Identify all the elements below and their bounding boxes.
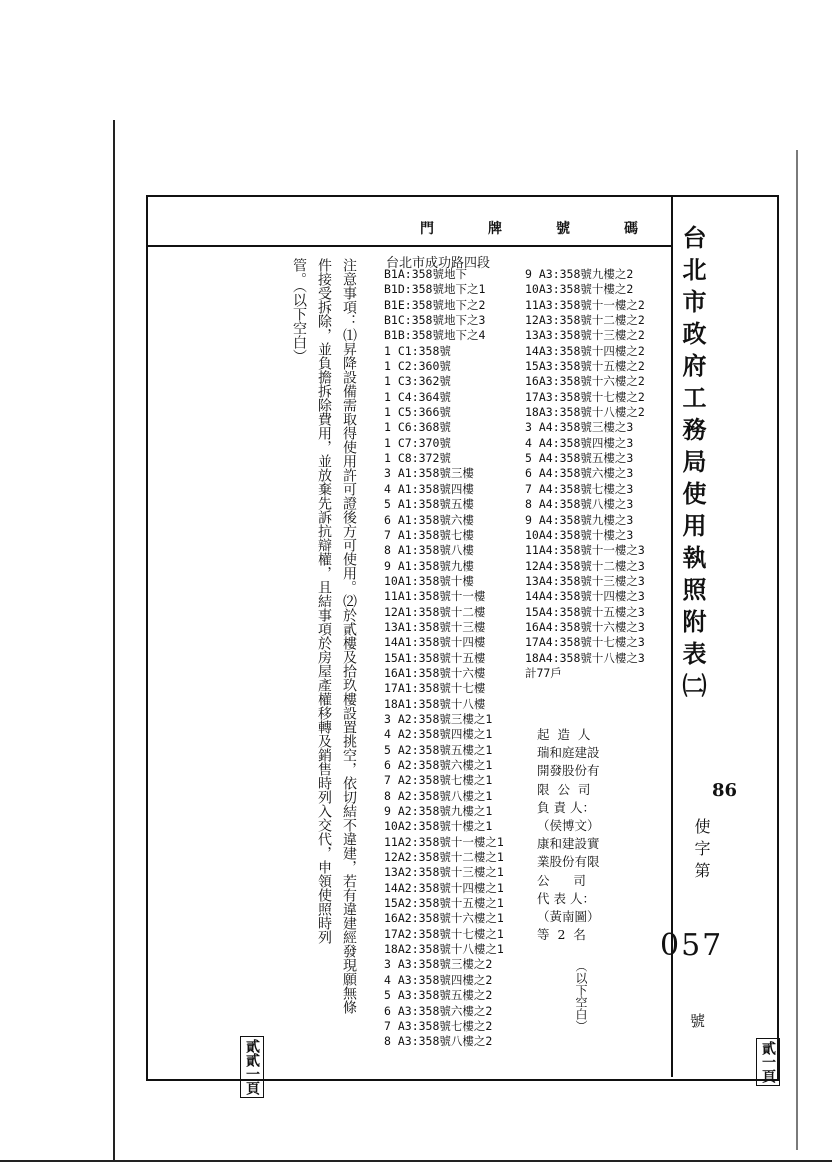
permit-year: 86 (712, 780, 738, 801)
address-row: 12A2:358號十二樓之1 (384, 850, 504, 865)
address-row: 4 A4:358號四樓之3 (525, 435, 634, 450)
address-row: 17A2:358號十七樓之1 (384, 926, 504, 941)
applicant-block (537, 726, 600, 944)
applicant-line: 起 造 人 (537, 727, 591, 742)
applicant-line: 康和建設實 (537, 836, 600, 852)
address-row: 14A2:358號十四樓之1 (384, 880, 504, 895)
address-row: 計77戶 (525, 665, 562, 680)
address-row: 6 A3:358號六樓之2 (384, 1003, 493, 1018)
address-row: 16A1:358號十六樓 (384, 665, 486, 680)
address-row: 18A3:358號十八樓之2 (525, 405, 645, 420)
applicant-line: 業股份有限 (537, 854, 600, 870)
address-row: 17A3:358號十七樓之2 (525, 389, 645, 404)
address-row: 7 A4:358號七樓之3 (525, 481, 634, 496)
address-row: 3 A1:358號三樓 (384, 466, 474, 481)
address-row: 10A3:358號十樓之2 (525, 282, 634, 297)
permit-hao: 號 (690, 1012, 706, 1030)
address-row: B1A:358號地下 (384, 267, 467, 281)
address-row: 7 A2:358號七樓之1 (384, 773, 493, 788)
applicant-line: 負 責 人： (537, 799, 595, 815)
permit-use-char: 使字第 (692, 818, 711, 884)
address-row: 6 A4:358號六樓之3 (525, 466, 634, 481)
address-row: 1 C6:368號 (384, 420, 451, 435)
address-row: 13A3:358號十三樓之2 (525, 328, 645, 343)
address-row: 8 A4:358號八樓之3 (525, 497, 634, 512)
address-row: 17A4:358號十七樓之3 (525, 635, 645, 650)
address-row: 6 A2:358號六樓之1 (384, 758, 493, 772)
address-row: 1 C7:370號 (384, 435, 451, 450)
address-row: 18A1:358號十八樓 (384, 696, 486, 711)
address-row: B1B:358號地下之4 (384, 328, 486, 343)
address-row: 1 C3:362號 (384, 374, 451, 389)
header-label: 號 (556, 221, 572, 237)
address-row: 15A1:358號十五樓 (384, 650, 486, 665)
address-row: 8 A1:358號八樓 (384, 543, 474, 558)
address-row: 1 C5:366號 (384, 405, 451, 420)
address-row: 5 A4:358號五樓之3 (525, 451, 634, 466)
address-row: 3 A4:358號三樓之3 (525, 420, 634, 435)
address-row: 15A2:358號十五樓之1 (384, 896, 504, 911)
scan-line (796, 150, 798, 1150)
column-header (420, 218, 640, 238)
address-row: 15A3:358號十五樓之2 (525, 359, 645, 374)
address-row: 12A1:358號十二樓 (384, 604, 486, 619)
applicant-line: 限 公 司 (537, 781, 591, 797)
address-row: 15A4:358號十五樓之3 (525, 604, 645, 619)
address-row: 4 A3:358號四樓之2 (384, 972, 493, 987)
address-row: 12A3:358號十二樓之2 (525, 313, 645, 328)
address-row: 1 C8:372號 (384, 451, 451, 466)
address-row: 9 A2:358號九樓之1 (384, 804, 493, 819)
header-label: 牌 (488, 221, 504, 237)
header-divider (148, 245, 673, 247)
address-row: 17A1:358號十七樓 (384, 681, 486, 696)
address-row: 16A4:358號十六樓之3 (525, 619, 645, 634)
address-row: 8 A3:358號八樓之2 (384, 1034, 493, 1049)
applicant-line: 等 2 名 (537, 927, 586, 943)
notes-line: 件接受拆除，並負擔拆除費用，並放棄先訴抗辯權，且結事項於房屋產權移轉及銷售時列入交代，申領使照時列 (316, 258, 332, 944)
address-row: 16A3:358號十六樓之2 (525, 374, 645, 389)
page-stamp-left: 貳貳一頁 (240, 1036, 264, 1098)
address-row: 9 A1:358號九樓 (384, 558, 474, 573)
address-row: 10A4:358號十樓之3 (525, 527, 634, 542)
address-column-2 (525, 267, 645, 681)
address-row: 4 A2:358號四樓之1 (384, 727, 493, 742)
header-label: 門 (420, 221, 436, 237)
address-row: 1 C1:358號 (384, 343, 451, 358)
scan-line (113, 120, 115, 1160)
address-row: 18A4:358號十八樓之3 (525, 650, 645, 665)
address-row: B1D:358號地下之1 (384, 282, 486, 297)
address-row: 3 A3:358號三樓之2 (384, 957, 493, 972)
address-row: 7 A1:358號七樓 (384, 527, 474, 542)
street-name: 台北市成功路四段 (386, 256, 491, 271)
address-row: 9 A3:358號九樓之2 (525, 267, 634, 281)
address-row: B1E:358號地下之2 (384, 297, 486, 312)
address-row: 10A1:358號十樓 (384, 573, 474, 588)
address-row: 5 A2:358號五樓之1 (384, 742, 493, 757)
applicant-line: 開發股份有 (537, 763, 600, 779)
address-row: 1 C2:360號 (384, 359, 451, 374)
address-row: 13A2:358號十三樓之1 (384, 865, 504, 880)
address-row: 13A1:358號十三樓 (384, 619, 486, 634)
address-row: 11A1:358號十一樓 (384, 589, 486, 604)
address-column-1 (384, 267, 504, 1050)
address-row: 14A4:358號十四樓之3 (525, 589, 645, 604)
header-label: 碼 (624, 221, 640, 237)
address-row: 5 A1:358號五樓 (384, 497, 474, 512)
address-row: 11A3:358號十一樓之2 (525, 297, 645, 312)
address-row: 7 A3:358號七樓之2 (384, 1018, 493, 1033)
address-row: 10A2:358號十樓之1 (384, 819, 493, 834)
address-row: 1 C4:364號 (384, 389, 451, 404)
address-row: 16A2:358號十六樓之1 (384, 911, 504, 926)
applicant-line: 公 司 (537, 872, 586, 888)
address-row: 6 A1:358號六樓 (384, 512, 474, 527)
permit-number: 057 (660, 928, 724, 963)
applicant-line: 瑞和庭建設 (537, 745, 600, 761)
address-row: 5 A3:358號五樓之2 (384, 988, 493, 1003)
address-row: B1C:358號地下之3 (384, 313, 486, 328)
address-row: 11A4:358號十一樓之3 (525, 543, 645, 558)
address-row: 3 A2:358號三樓之1 (384, 711, 493, 726)
applicant-blank-note: （以下空白） (574, 960, 588, 1032)
applicant-line: 代 表 人： (537, 890, 595, 906)
document-title: 台北市政府工務局使用執照附表㈡ (678, 225, 707, 705)
page-stamp-right: 貳一頁 (756, 1038, 780, 1086)
address-row: 14A3:358號十四樓之2 (525, 343, 645, 358)
address-row: 14A1:358號十四樓 (384, 635, 486, 650)
address-row: 9 A4:358號九樓之3 (525, 512, 634, 527)
applicant-line: （侯博文） (537, 818, 600, 834)
address-row: 8 A2:358號八樓之1 (384, 788, 493, 803)
address-row: 12A4:358號十二樓之3 (525, 558, 645, 573)
address-row: 4 A1:358號四樓 (384, 481, 474, 496)
applicant-line: （黃南圖） (537, 909, 600, 925)
notes-line: 注意事項：⑴昇降設備需取得使用許可證後方可使用。⑵於貳樓及拾玖樓設置挑空，依切結不違建，若有違建經發現願無條 (341, 258, 357, 1014)
scan-line (0, 1160, 832, 1162)
address-row: 18A2:358號十八樓之1 (384, 942, 504, 957)
notes-block (286, 258, 361, 1078)
address-row: 13A4:358號十三樓之3 (525, 573, 645, 588)
address-row: 11A2:358號十一樓之1 (384, 834, 504, 849)
notes-line: 管。（以下空白） (291, 258, 307, 363)
